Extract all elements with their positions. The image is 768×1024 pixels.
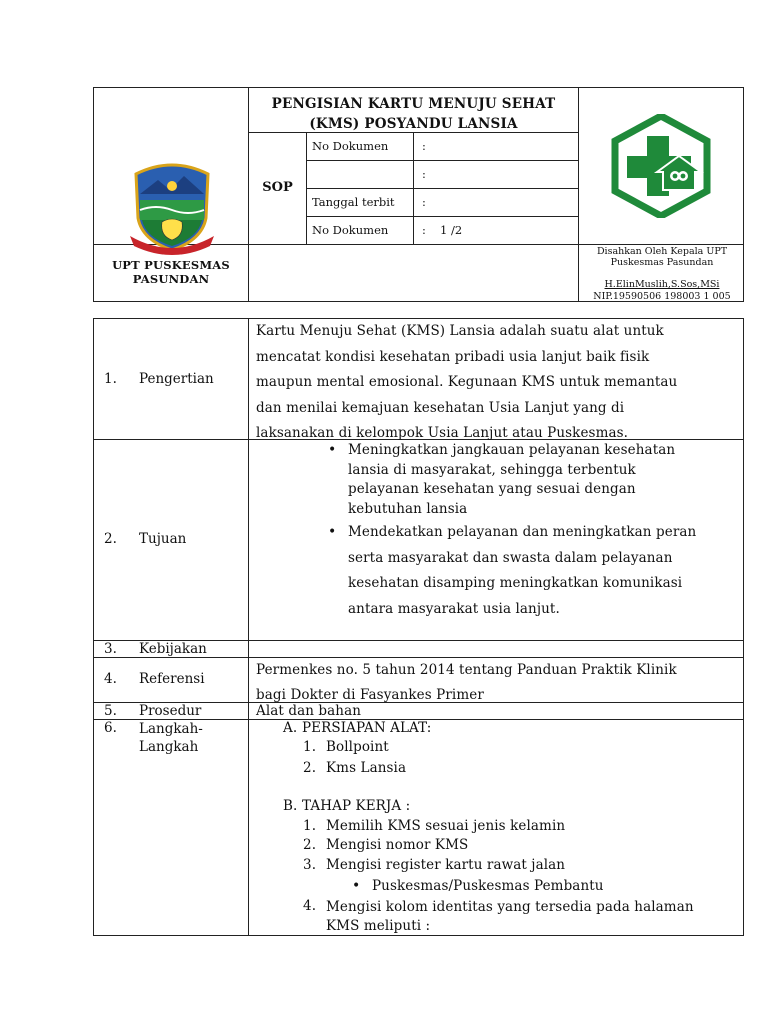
- list-item-number: 1.: [303, 818, 317, 834]
- meta-label-1: No Dokumen: [312, 139, 389, 153]
- list-item-number: 4.: [303, 898, 317, 914]
- meta-sep-2: :: [422, 167, 426, 181]
- row4-number: 4.: [104, 671, 117, 687]
- org-name: [94, 258, 248, 286]
- row1-number: 1.: [104, 371, 117, 387]
- approval-line1: Disahkan Oleh Kepala UPT: [596, 246, 728, 257]
- meta-sep-1: :: [422, 139, 426, 153]
- list-item-number: 2.: [303, 837, 317, 853]
- meta-value-4: 1 /2: [440, 223, 463, 237]
- list-item-number: 2.: [303, 760, 317, 776]
- definition-line: Kartu Menuju Sehat (KMS) Lansia adalah suatu alat untuk: [256, 323, 664, 339]
- list-item: Bollpoint: [326, 739, 389, 755]
- row5-title: Prosedur: [139, 703, 202, 719]
- list-item-number: 1.: [303, 739, 317, 755]
- reference-text: [256, 658, 677, 708]
- list-item: Kms Lansia: [326, 760, 407, 776]
- definition-text: [256, 319, 677, 447]
- goal-bullet-1: [348, 441, 675, 519]
- row6-title-line1: Langkah-: [139, 721, 203, 737]
- goal-line: antara masyarakat usia lanjut.: [348, 600, 560, 617]
- reference-line: bagi Dokter di Fasyankes Primer: [256, 687, 484, 703]
- group-a-label: A.: [283, 720, 298, 736]
- row1-title: Pengertian: [139, 371, 214, 387]
- definition-line: maupun mental emosional. Kegunaan KMS untuk memantau: [256, 374, 678, 390]
- definition-line: laksanakan di kelompok Usia Lanjut atau Puskesmas.: [256, 425, 629, 441]
- list-item: Mengisi nomor KMS: [326, 837, 469, 853]
- row5-number: 5.: [104, 703, 117, 719]
- row6-title: [139, 720, 203, 756]
- row3-number: 3.: [104, 641, 117, 657]
- org-name-line1: UPT PUSKESMAS: [112, 258, 230, 272]
- reference-line: Permenkes no. 5 tahun 2014 tentang Panduan Praktik Klinik: [256, 662, 677, 678]
- document-title-line2: (KMS) POSYANDU LANSIA: [309, 116, 518, 132]
- group-b-title: TAHAP KERJA :: [302, 798, 411, 814]
- procedure-text: Alat dan bahan: [256, 703, 362, 719]
- row2-number: 2.: [104, 531, 117, 547]
- goal-line: • Mendekatkan pelayanan dan meningkatkan peran: [348, 524, 697, 540]
- definition-line: dan menilai kemajuan kesehatan Usia Lanjut yang di: [256, 399, 625, 416]
- row6-title-line2: Langkah: [139, 739, 199, 755]
- meta-label-4: No Dokumen: [312, 223, 389, 237]
- sop-label: SOP: [262, 180, 293, 195]
- list-item-line: KMS meliputi :: [326, 918, 431, 934]
- definition-line: mencatat kondisi kesehatan pribadi usia lanjut baik fisik: [256, 348, 650, 365]
- meta-label-3: Tanggal terbit: [312, 195, 395, 209]
- meta-sep-3: :: [422, 195, 426, 209]
- approval-line2: Puskesmas Pasundan: [610, 257, 714, 268]
- row6-number: 6.: [104, 720, 117, 736]
- goal-bullet-2: [348, 520, 696, 622]
- sub-bullet-item: • Puskesmas/Puskesmas Pembantu: [372, 878, 604, 894]
- list-item: Mengisi register kartu rawat jalan: [326, 857, 566, 873]
- group-b-label: B.: [283, 798, 298, 814]
- list-item-number: 3.: [303, 857, 317, 873]
- meta-sep-4: :: [422, 223, 426, 237]
- row3-title: Kebijakan: [139, 641, 207, 657]
- row2-title: Tujuan: [139, 531, 187, 547]
- goal-line: serta masyarakat dan swasta dalam pelayanan: [348, 549, 673, 566]
- list-item-line: Mengisi kolom identitas yang tersedia pada halaman: [326, 899, 694, 915]
- document-title-line1: PENGISIAN KARTU MENUJU SEHAT: [271, 96, 556, 112]
- group-a-title: PERSIAPAN ALAT:: [302, 720, 432, 736]
- row4-title: Referensi: [139, 671, 205, 687]
- goal-line: lansia di masyarakat, sehingga terbentuk: [348, 461, 636, 478]
- approval-block: [580, 246, 744, 268]
- regency-seal-logo: [128, 160, 216, 256]
- goal-line: kesehatan disamping meningkatkan komunikasi: [348, 575, 683, 591]
- signer-nip: NIP.19590506 198003 1 005: [593, 291, 731, 302]
- puskesmas-logo: [611, 114, 711, 218]
- goal-line: • Meningkatkan jangkauan pelayanan kesehatan: [348, 442, 676, 458]
- document-title: [249, 94, 578, 134]
- goal-line: pelayanan kesehatan yang sesuai dengan: [348, 481, 636, 497]
- signer-name: H.ElinMuslih,S.Sos,MSi: [604, 279, 720, 290]
- list-item: Memilih KMS sesuai jenis kelamin: [326, 818, 566, 834]
- org-name-line2: PASUNDAN: [132, 272, 210, 286]
- list-item-multiline: [326, 898, 694, 936]
- goal-line: kebutuhan lansia: [348, 500, 468, 517]
